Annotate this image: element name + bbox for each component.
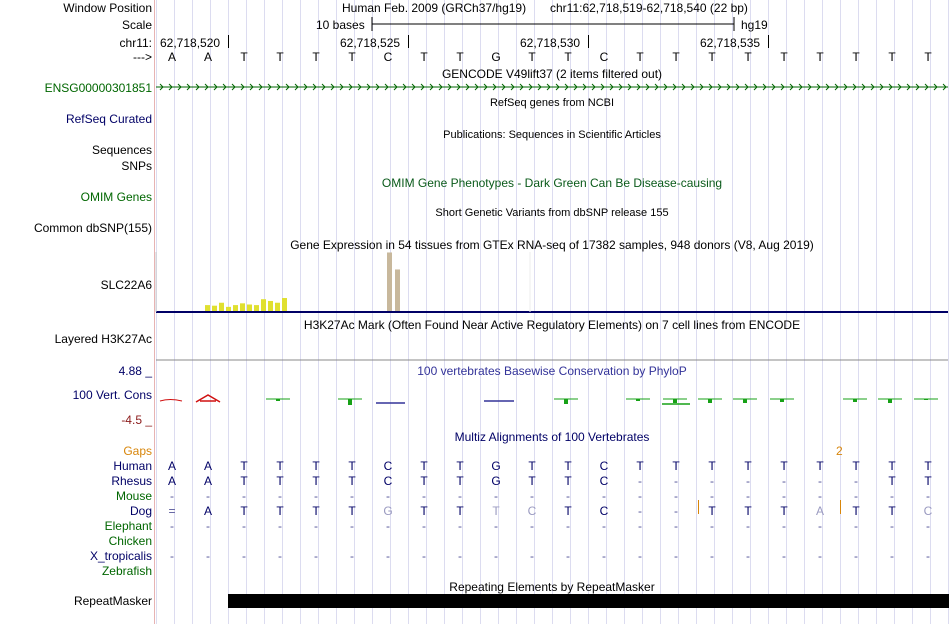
reference-base: T bbox=[852, 50, 860, 64]
alignment-base: = bbox=[168, 504, 176, 518]
reference-base: T bbox=[888, 50, 896, 64]
gaps-count: 2 bbox=[836, 444, 843, 458]
reference-base: T bbox=[240, 50, 248, 64]
alignment-base: - bbox=[746, 519, 750, 533]
alignment-base: T bbox=[492, 504, 500, 518]
refseq-title: RefSeq genes from NCBI bbox=[489, 97, 615, 109]
alignment-base: - bbox=[422, 489, 426, 503]
alignment-base: T bbox=[672, 459, 680, 473]
alignment-base: T bbox=[780, 504, 788, 518]
scale-label: Scale bbox=[121, 18, 152, 32]
alignment-base: - bbox=[386, 519, 390, 533]
alignment-base: - bbox=[926, 489, 930, 503]
alignment-base: - bbox=[422, 549, 426, 563]
gtex-expression-bars bbox=[205, 252, 400, 311]
dbsnp-label[interactable]: Common dbSNP(155) bbox=[33, 221, 152, 235]
alignment-base: - bbox=[710, 474, 714, 488]
alignment-base: T bbox=[348, 474, 356, 488]
alignment-base: A bbox=[167, 459, 176, 473]
cons-top-label: 4.88 _ bbox=[118, 364, 152, 378]
alignment-base: - bbox=[890, 549, 894, 563]
alignment-base: T bbox=[456, 459, 464, 473]
gtex-tissue-bar bbox=[275, 303, 280, 311]
reference-base: T bbox=[672, 50, 680, 64]
alignment-base: - bbox=[854, 549, 858, 563]
alignment-base: A bbox=[203, 474, 212, 488]
alignment-base: - bbox=[314, 519, 318, 533]
alignment-base: T bbox=[312, 504, 320, 518]
alignment-base: - bbox=[530, 489, 534, 503]
alignment-base: - bbox=[386, 489, 390, 503]
alignment-base: T bbox=[708, 459, 716, 473]
alignment-base: - bbox=[278, 549, 282, 563]
alignment-base: - bbox=[674, 489, 678, 503]
reference-base: A bbox=[167, 50, 176, 64]
species-label[interactable]: Chicken bbox=[108, 534, 152, 548]
phylop-score-bar bbox=[708, 399, 712, 403]
alignment-base: T bbox=[780, 459, 788, 473]
alignment-base: - bbox=[242, 489, 246, 503]
omim-label[interactable]: OMIM Genes bbox=[80, 190, 152, 204]
alignment-base: - bbox=[710, 549, 714, 563]
alignment-base: - bbox=[602, 489, 606, 503]
gtex-tissue-bar bbox=[240, 303, 245, 311]
alignment-base: - bbox=[854, 474, 858, 488]
alignment-base: - bbox=[782, 474, 786, 488]
species-label[interactable]: Mouse bbox=[115, 489, 152, 503]
reference-base: T bbox=[708, 50, 716, 64]
reference-base: T bbox=[348, 50, 356, 64]
sequences-label[interactable]: Sequences bbox=[91, 143, 152, 157]
h3k27ac-label[interactable]: Layered H3K27Ac bbox=[54, 332, 152, 346]
alignment-base: T bbox=[528, 474, 536, 488]
alignment-base: - bbox=[422, 519, 426, 533]
alignment-base: - bbox=[854, 519, 858, 533]
snps-label[interactable]: SNPs bbox=[121, 159, 152, 173]
alignment-base: T bbox=[924, 459, 932, 473]
gtex-tissue-bar bbox=[395, 269, 400, 311]
alignment-base: - bbox=[314, 489, 318, 503]
phylop-title: 100 vertebrates Basewise Conservation by PhyloP bbox=[417, 364, 687, 378]
alignment-base: - bbox=[494, 549, 498, 563]
repeatmasker-label[interactable]: RepeatMasker bbox=[73, 594, 152, 608]
alignment-base: T bbox=[888, 504, 896, 518]
alignment-base: - bbox=[170, 519, 174, 533]
alignment-base: - bbox=[350, 549, 354, 563]
alignment-base: T bbox=[456, 504, 464, 518]
reference-base: T bbox=[528, 50, 536, 64]
alignment-base: T bbox=[744, 459, 752, 473]
alignment-base: - bbox=[458, 519, 462, 533]
alignment-base: - bbox=[674, 474, 678, 488]
alignment-base: T bbox=[240, 474, 248, 488]
alignment-base: C bbox=[599, 474, 609, 488]
gtex-tissue-bar bbox=[261, 299, 266, 311]
reference-base: T bbox=[636, 50, 644, 64]
strand-arrow-label: ---> bbox=[133, 50, 152, 64]
alignment-base: C bbox=[923, 504, 933, 518]
multiz-title: Multiz Alignments of 100 Vertebrates bbox=[454, 430, 650, 444]
publications-title: Publications: Sequences in Scientific Articles bbox=[443, 129, 661, 141]
alignment-base: C bbox=[383, 474, 393, 488]
reference-base: C bbox=[383, 50, 393, 64]
alignment-base: T bbox=[312, 459, 320, 473]
cons-label[interactable]: 100 Vert. Cons bbox=[72, 388, 152, 402]
alignment-base: - bbox=[350, 489, 354, 503]
alignment-base: T bbox=[348, 504, 356, 518]
gtex-tissue-bar bbox=[268, 301, 273, 311]
alignment-base: - bbox=[818, 519, 822, 533]
alignment-base: C bbox=[383, 459, 393, 473]
alignment-base: T bbox=[240, 459, 248, 473]
gtex-tissue-bar bbox=[254, 305, 259, 311]
alignment-base: G bbox=[491, 474, 501, 488]
gencode-gene-label[interactable]: ENSG00000301851 bbox=[44, 81, 152, 95]
alignment-base: T bbox=[708, 504, 716, 518]
refseq-label[interactable]: RefSeq Curated bbox=[65, 112, 152, 126]
phylop-score-bar bbox=[348, 399, 352, 405]
alignment-base: - bbox=[782, 519, 786, 533]
alignment-base: T bbox=[276, 459, 284, 473]
alignment-base: A bbox=[203, 459, 212, 473]
alignment-base: - bbox=[170, 489, 174, 503]
gtex-tissue-bar bbox=[387, 252, 392, 311]
species-label[interactable]: Elephant bbox=[104, 519, 152, 533]
position-text: chr11:62,718,519-62,718,540 (22 bp) bbox=[550, 1, 748, 15]
assembly-title: Human Feb. 2009 (GRCh37/hg19) bbox=[342, 1, 527, 15]
alignment-base: - bbox=[458, 549, 462, 563]
gtex-tissue-bar bbox=[205, 305, 210, 311]
alignment-base: T bbox=[816, 459, 824, 473]
alignment-base: - bbox=[746, 489, 750, 503]
alignment-base: T bbox=[852, 459, 860, 473]
alignment-base: - bbox=[278, 519, 282, 533]
phylop-conservation-plot bbox=[160, 395, 938, 405]
reference-base: T bbox=[276, 50, 284, 64]
alignment-base: - bbox=[206, 519, 210, 533]
gtex-tissue-bar bbox=[219, 303, 224, 311]
alignment-base: - bbox=[890, 489, 894, 503]
alignment-base: - bbox=[170, 549, 174, 563]
alignment-base: - bbox=[782, 549, 786, 563]
alignment-base: G bbox=[491, 459, 501, 473]
reference-base: T bbox=[816, 50, 824, 64]
phylop-score-bar bbox=[888, 399, 892, 403]
alignment-base: - bbox=[818, 489, 822, 503]
alignment-base: T bbox=[744, 504, 752, 518]
gaps-label: Gaps bbox=[123, 444, 152, 458]
reference-base: T bbox=[564, 50, 572, 64]
scale-db: hg19 bbox=[741, 18, 768, 32]
alignment-base: C bbox=[599, 504, 609, 518]
alignment-base: T bbox=[240, 504, 248, 518]
alignment-base: T bbox=[420, 504, 428, 518]
omim-title: OMIM Gene Phenotypes - Dark Green Can Be Disease-causing bbox=[381, 176, 723, 190]
alignment-base: - bbox=[242, 519, 246, 533]
alignment-base: - bbox=[638, 504, 642, 518]
reference-base: T bbox=[924, 50, 932, 64]
dbsnp-title: Short Genetic Variants from dbSNP release 155 bbox=[435, 207, 669, 219]
alignment-base: T bbox=[888, 474, 896, 488]
alignment-base: - bbox=[458, 489, 462, 503]
alignment-base: T bbox=[564, 474, 572, 488]
coordinate-tick-label: 62,718,535 bbox=[700, 36, 761, 50]
alignment-base: C bbox=[527, 504, 537, 518]
species-label[interactable]: Dog bbox=[129, 504, 152, 518]
species-label[interactable]: X_tropicalis bbox=[89, 549, 152, 563]
species-label[interactable]: Zebrafish bbox=[101, 564, 152, 578]
alignment-base: - bbox=[566, 489, 570, 503]
window-position-label: Window Position bbox=[63, 1, 152, 15]
alignment-base: - bbox=[746, 549, 750, 563]
alignment-base: - bbox=[530, 519, 534, 533]
alignment-base: - bbox=[638, 474, 642, 488]
alignment-base: - bbox=[350, 519, 354, 533]
alignment-base: G bbox=[383, 504, 393, 518]
gtex-tissue-bar bbox=[282, 298, 287, 311]
reference-base: C bbox=[599, 50, 609, 64]
gtex-title: Gene Expression in 54 tissues from GTEx RNA-seq of 17382 samples, 948 donors (V8, Aug 2019) bbox=[290, 238, 814, 252]
phylop-score-bar bbox=[673, 399, 677, 403]
alignment-base: - bbox=[782, 489, 786, 503]
alignment-base: - bbox=[566, 549, 570, 563]
alignment-base: - bbox=[710, 489, 714, 503]
alignment-base: - bbox=[818, 549, 822, 563]
alignment-base: - bbox=[854, 489, 858, 503]
alignment-base: - bbox=[818, 474, 822, 488]
alignment-base: - bbox=[386, 549, 390, 563]
reference-base: T bbox=[456, 50, 464, 64]
alignment-base: T bbox=[420, 459, 428, 473]
chr-label: chr11: bbox=[119, 36, 152, 50]
alignment-base: - bbox=[674, 549, 678, 563]
alignment-base: A bbox=[167, 474, 176, 488]
alignment-base: - bbox=[602, 519, 606, 533]
alignment-base: - bbox=[746, 474, 750, 488]
gtex-gene-label[interactable]: SLC22A6 bbox=[100, 278, 152, 292]
alignment-base: T bbox=[456, 474, 464, 488]
scale-text: 10 bases bbox=[316, 18, 365, 32]
alignment-base: - bbox=[278, 489, 282, 503]
alignment-base: - bbox=[638, 519, 642, 533]
alignment-base: T bbox=[636, 459, 644, 473]
alignment-base: C bbox=[599, 459, 609, 473]
reference-base: T bbox=[780, 50, 788, 64]
alignment-base: T bbox=[564, 459, 572, 473]
alignment-base: - bbox=[494, 519, 498, 533]
gencode-title: GENCODE V49lift37 (2 items filtered out) bbox=[441, 67, 663, 81]
reference-base: T bbox=[312, 50, 320, 64]
coordinate-tick-label: 62,718,520 bbox=[160, 36, 221, 50]
cons-bottom-label: -4.5 _ bbox=[121, 413, 152, 427]
alignment-base: T bbox=[852, 504, 860, 518]
alignment-base: - bbox=[566, 519, 570, 533]
alignment-base: - bbox=[926, 519, 930, 533]
reference-base: T bbox=[744, 50, 752, 64]
alignment-base: - bbox=[710, 519, 714, 533]
alignment-base: T bbox=[420, 474, 428, 488]
alignment-base: - bbox=[674, 519, 678, 533]
phylop-score-bar bbox=[564, 399, 568, 404]
alignment-base: T bbox=[348, 459, 356, 473]
species-label[interactable]: Rhesus bbox=[111, 474, 152, 488]
reference-base: A bbox=[203, 50, 212, 64]
gtex-tissue-bar bbox=[226, 307, 231, 311]
alignment-base: - bbox=[602, 549, 606, 563]
alignment-base: - bbox=[206, 549, 210, 563]
phylop-score-bar bbox=[743, 399, 747, 403]
repeat-element-block bbox=[228, 594, 949, 608]
coordinate-tick-label: 62,718,525 bbox=[340, 36, 401, 50]
alignment-base: T bbox=[276, 474, 284, 488]
gtex-tissue-bar bbox=[247, 305, 252, 311]
alignment-base: - bbox=[890, 519, 894, 533]
reference-base: T bbox=[420, 50, 428, 64]
alignment-base: T bbox=[312, 474, 320, 488]
alignment-base: T bbox=[276, 504, 284, 518]
alignment-base: - bbox=[494, 489, 498, 503]
alignment-base: A bbox=[203, 504, 212, 518]
h3k27ac-title: H3K27Ac Mark (Often Found Near Active Regulatory Elements) on 7 cell lines from ENCODE bbox=[303, 318, 801, 332]
alignment-base: - bbox=[674, 504, 678, 518]
alignment-base: A bbox=[815, 504, 824, 518]
reference-base: G bbox=[491, 50, 501, 64]
alignment-base: - bbox=[314, 549, 318, 563]
repeatmasker-title: Repeating Elements by RepeatMasker bbox=[449, 580, 655, 594]
alignment-base: - bbox=[206, 489, 210, 503]
alignment-base: - bbox=[638, 549, 642, 563]
alignment-base: - bbox=[638, 489, 642, 503]
gtex-tissue-bar bbox=[212, 306, 217, 311]
alignment-base: T bbox=[564, 504, 572, 518]
species-label[interactable]: Human bbox=[113, 459, 152, 473]
alignment-base: - bbox=[242, 549, 246, 563]
gtex-tissue-bar bbox=[233, 305, 238, 311]
alignment-base: T bbox=[888, 459, 896, 473]
alignment-base: T bbox=[528, 459, 536, 473]
alignment-base: - bbox=[530, 549, 534, 563]
coordinate-tick-label: 62,718,530 bbox=[520, 36, 581, 50]
alignment-base: - bbox=[926, 549, 930, 563]
alignment-base: T bbox=[924, 474, 932, 488]
